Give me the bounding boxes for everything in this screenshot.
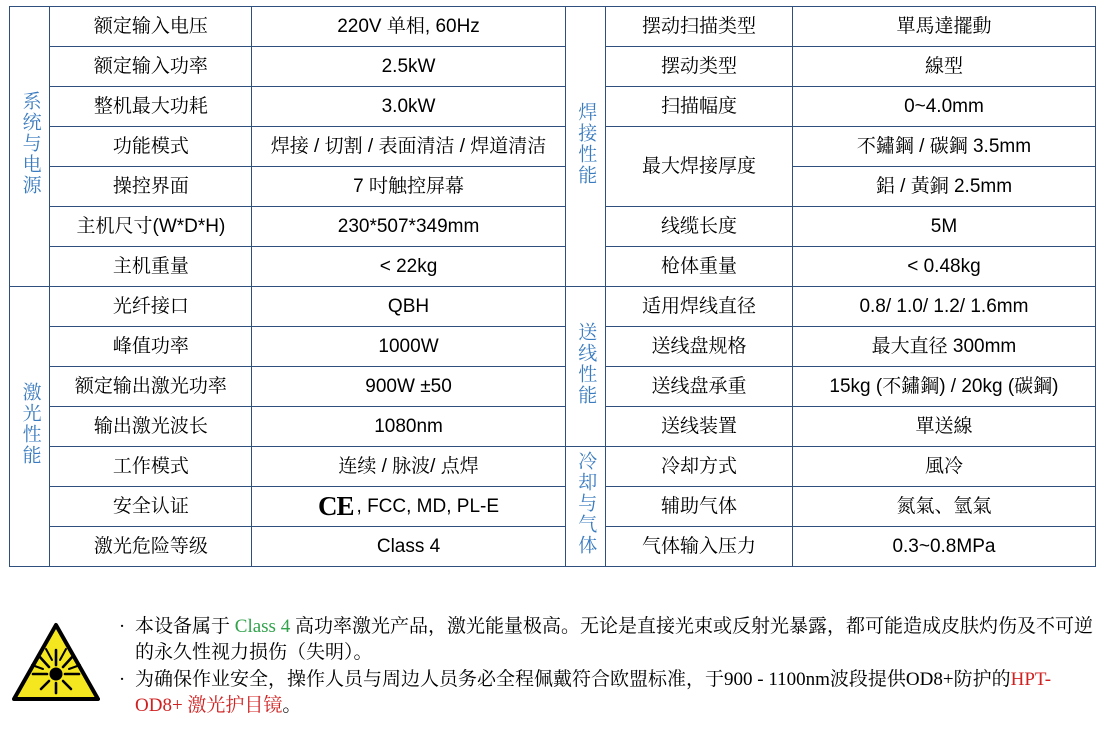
spec-label: 最大焊接厚度	[606, 127, 793, 207]
table-row	[10, 327, 1096, 367]
spec-value: 0.8/ 1.0/ 1.2/ 1.6mm	[792, 287, 1095, 327]
spec-value: 線型	[792, 47, 1095, 87]
warning-item-2	[109, 667, 1096, 718]
spec-label: 输出激光波长	[50, 407, 252, 447]
warning-1-highlight: Class 4	[234, 616, 291, 637]
spec-value-certification	[252, 487, 565, 527]
spec-label: 激光危险等级	[50, 527, 252, 567]
bullet-icon: ·	[118, 669, 126, 691]
spec-label: 整机最大功耗	[50, 87, 252, 127]
warning-2-part1: 为确保作业安全，操作人员与周边人员务必全程佩戴符合欧盟标准，于	[135, 669, 725, 691]
warning-section	[9, 614, 1096, 721]
certification-text: , FCC, MD, PL-E	[356, 495, 500, 517]
table-row	[10, 367, 1096, 407]
spec-label: 线缆长度	[606, 207, 793, 247]
spec-value: 風冷	[792, 447, 1095, 487]
spec-label: 额定输入电压	[50, 7, 252, 47]
group-label-system-power: 系统与电源	[10, 7, 50, 287]
warning-text-block	[103, 614, 1096, 721]
spec-value: 鋁 / 黃銅 2.5mm	[792, 167, 1095, 207]
warning-2-highlight: HPT-OD8+ 激光护目镜	[135, 669, 1052, 716]
spec-label: 辅助气体	[606, 487, 793, 527]
spec-value: 0~4.0mm	[792, 87, 1095, 127]
spec-label: 安全认证	[50, 487, 252, 527]
spec-value: 1080nm	[252, 407, 565, 447]
spec-value: Class 4	[252, 527, 565, 567]
spec-value: 7 吋触控屏幕	[252, 167, 565, 207]
spec-label: 扫描幅度	[606, 87, 793, 127]
spec-value: 最大直径 300mm	[792, 327, 1095, 367]
spec-label: 工作模式	[50, 447, 252, 487]
spec-value: 0.3~0.8MPa	[792, 527, 1095, 567]
spec-label: 枪体重量	[606, 247, 793, 287]
spec-sheet-page	[0, 6, 1105, 743]
spec-label: 主机尺寸(W*D*H)	[50, 207, 252, 247]
group-label-wire-feed: 送线性能	[565, 287, 605, 447]
spec-value: 230*507*349mm	[252, 207, 565, 247]
spec-value: QBH	[252, 287, 565, 327]
warning-item-1	[109, 614, 1096, 665]
spec-label: 光纤接口	[50, 287, 252, 327]
table-row	[10, 447, 1096, 487]
table-row	[10, 287, 1096, 327]
warning-2-range: 900 - 1100nm	[724, 669, 830, 691]
warning-1-part1: 本设备属于	[135, 616, 235, 637]
spec-value: 單馬達擺動	[792, 7, 1095, 47]
group-label-welding: 焊接性能	[565, 7, 605, 287]
spec-value: 15kg (不鏽鋼) / 20kg (碳鋼)	[792, 367, 1095, 407]
spec-label: 送线盘规格	[606, 327, 793, 367]
spec-label: 额定输入功率	[50, 47, 252, 87]
spec-value: 2.5kW	[252, 47, 565, 87]
bullet-icon: ·	[118, 616, 126, 637]
table-row	[10, 127, 1096, 167]
spec-value: 焊接 / 切割 / 表面清洁 / 焊道清洁	[252, 127, 565, 167]
spec-value: 氮氣、氫氣	[792, 487, 1095, 527]
spec-value: 不鏽鋼 / 碳鋼 3.5mm	[792, 127, 1095, 167]
spec-label: 操控界面	[50, 167, 252, 207]
spec-label: 摆动类型	[606, 47, 793, 87]
warning-2-part2: 波段提供OD8+防护的	[829, 669, 1011, 691]
group-label-cooling-gas: 冷却与气体	[565, 447, 605, 567]
table-row	[10, 487, 1096, 527]
spec-value: < 22kg	[252, 247, 565, 287]
spec-label: 额定输出激光功率	[50, 367, 252, 407]
table-row	[10, 247, 1096, 287]
spec-value: 5M	[792, 207, 1095, 247]
table-row	[10, 167, 1096, 207]
spec-value: 连续 / 脉波/ 点焊	[252, 447, 565, 487]
table-row	[10, 7, 1096, 47]
warning-2-part3: 。	[282, 694, 302, 716]
spec-label: 送线盘承重	[606, 367, 793, 407]
spec-value: 220V 单相, 60Hz	[252, 7, 565, 47]
table-row	[10, 527, 1096, 567]
spec-label: 送线装置	[606, 407, 793, 447]
specification-table	[9, 6, 1096, 567]
table-row	[10, 407, 1096, 447]
table-row	[10, 47, 1096, 87]
spec-value: < 0.48kg	[792, 247, 1095, 287]
spec-value: 900W ±50	[252, 367, 565, 407]
warning-1-part2: 高功率激光产品，激光能量极高。无论是直接光束或反射光暴露，都可能造成皮肤灼伤及不可逆的永久性视力损伤（失明）。	[135, 616, 1093, 663]
spec-label: 主机重量	[50, 247, 252, 287]
spec-label: 功能模式	[50, 127, 252, 167]
spec-value: 3.0kW	[252, 87, 565, 127]
spec-label: 摆动扫描类型	[606, 7, 793, 47]
spec-label: 冷却方式	[606, 447, 793, 487]
group-label-laser: 激光性能	[10, 287, 50, 567]
table-row	[10, 207, 1096, 247]
table-row	[10, 87, 1096, 127]
spec-label: 适用焊线直径	[606, 287, 793, 327]
spec-value: 1000W	[252, 327, 565, 367]
laser-hazard-icon	[9, 614, 103, 702]
spec-label: 峰值功率	[50, 327, 252, 367]
ce-mark-icon: CE	[318, 490, 354, 521]
spec-label: 气体输入压力	[606, 527, 793, 567]
spec-value: 單送線	[792, 407, 1095, 447]
